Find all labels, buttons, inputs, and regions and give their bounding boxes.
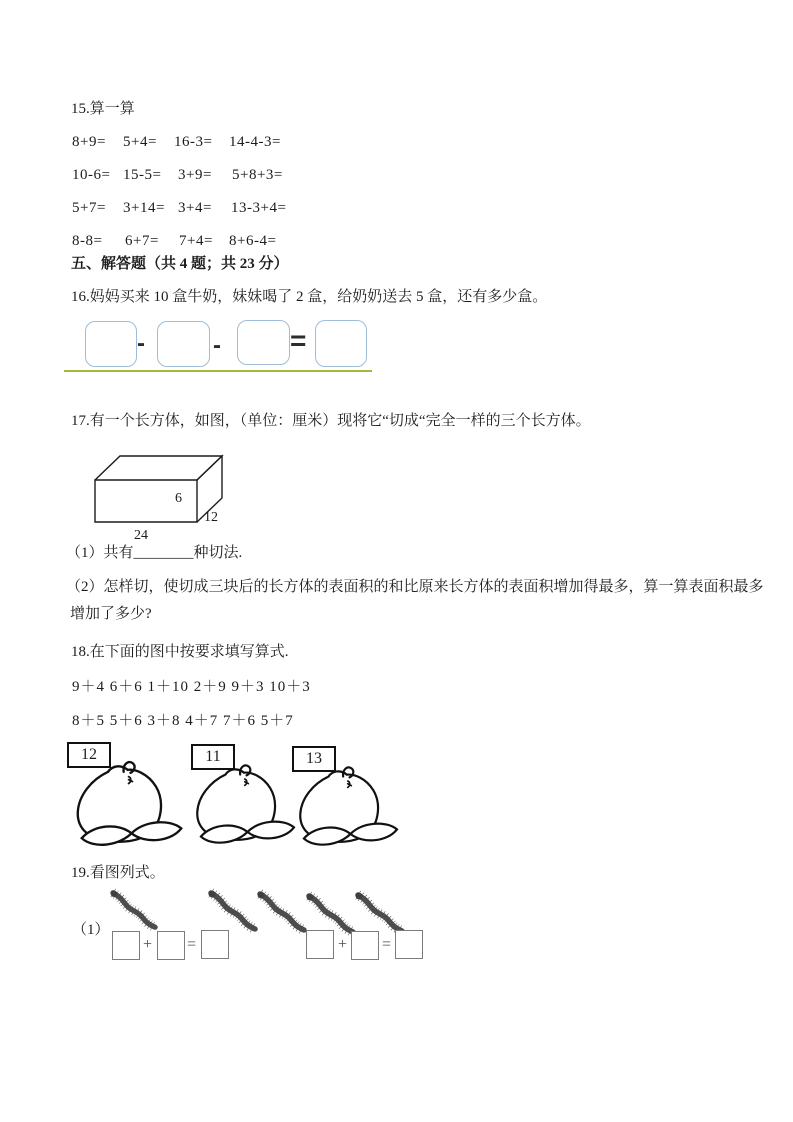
- plus-operator: +: [338, 936, 348, 953]
- plus-operator: +: [143, 936, 153, 953]
- peach-label: 11: [205, 748, 221, 765]
- arith-cell: 16-3=: [174, 134, 213, 150]
- question-17-text: 17.有一个长方体，如图，（单位：厘米）现将它“切成“完全一样的三个长方体。: [71, 413, 591, 429]
- answer-square[interactable]: [201, 930, 229, 959]
- arith-cell: 3+9=: [178, 167, 212, 183]
- arith-cell: 6+7=: [125, 233, 159, 249]
- arith-cell: 10-6=: [72, 167, 111, 183]
- arith-cell: 7+4=: [179, 233, 213, 249]
- arith-cell: 5+7=: [72, 200, 106, 216]
- question-17-sub2-line1: （2）怎样切，使切成三块后的长方体的表面积的和比原来长方体的表面积增加得最多，算一算表面积最多: [66, 579, 764, 595]
- arith-cell: 8+6-4=: [229, 233, 277, 249]
- answer-box-3[interactable]: [237, 320, 290, 365]
- answer-square[interactable]: [157, 931, 185, 960]
- answer-square[interactable]: [351, 931, 379, 960]
- question-17-sub1: （1）共有________种切法.: [66, 545, 243, 561]
- arith-cell: 3+4=: [178, 200, 212, 216]
- answer-box-1[interactable]: [85, 321, 137, 367]
- equals-operator: =: [290, 325, 307, 356]
- minus-operator: -: [213, 332, 221, 359]
- cuboid-height-label: 6: [175, 491, 182, 506]
- question-15-title: 15.算一算: [71, 101, 135, 117]
- arith-cell: 5+8+3=: [232, 167, 283, 183]
- answer-box-2[interactable]: [157, 321, 210, 367]
- question-19-title: 19.看图列式。: [71, 865, 165, 881]
- expression-line-1: 9＋4 6＋6 1＋10 2＋9 9＋3 10＋3: [72, 679, 311, 695]
- arith-cell: 5+4=: [123, 134, 157, 150]
- peach-label: 12: [81, 746, 97, 763]
- worm-icon: [104, 888, 166, 932]
- arith-cell: 8-8=: [72, 233, 103, 249]
- arith-cell: 14-4-3=: [229, 134, 281, 150]
- question-18-text: 18.在下面的图中按要求填写算式.: [71, 644, 289, 660]
- cuboid-depth-label: 12: [204, 510, 218, 525]
- equals-operator: =: [187, 936, 197, 953]
- arith-cell: 8+9=: [72, 134, 106, 150]
- peach-icon: [190, 759, 304, 852]
- section-5-header: 五、解答题（共 4 题；共 23 分）: [71, 256, 289, 272]
- answer-box-4[interactable]: [315, 320, 367, 367]
- question-16-text: 16.妈妈买来 10 盒牛奶，妹妹喝了 2 盒，给奶奶送去 5 盒，还有多少盒。: [71, 289, 548, 305]
- peach-label: 13: [306, 750, 322, 767]
- question-17-sub2-line2: 增加了多少?: [70, 606, 152, 622]
- green-underline: [64, 370, 372, 372]
- expression-line-2: 8＋5 5＋6 3＋8 4＋7 7＋6 5＋7: [72, 713, 294, 729]
- answer-square[interactable]: [112, 931, 140, 960]
- minus-operator: -: [137, 330, 145, 357]
- arith-cell: 3+14=: [123, 200, 165, 216]
- peach-icon: [70, 756, 192, 854]
- question-19-item-label: （1）: [72, 922, 110, 938]
- cuboid-width-label: 24: [134, 528, 148, 543]
- arith-cell: 15-5=: [123, 167, 162, 183]
- answer-square[interactable]: [306, 930, 334, 959]
- peach-icon: [293, 760, 407, 855]
- cuboid-figure: [78, 441, 248, 546]
- answer-square[interactable]: [395, 930, 423, 959]
- arith-cell: 13-3+4=: [231, 200, 287, 216]
- equals-operator: =: [382, 936, 392, 953]
